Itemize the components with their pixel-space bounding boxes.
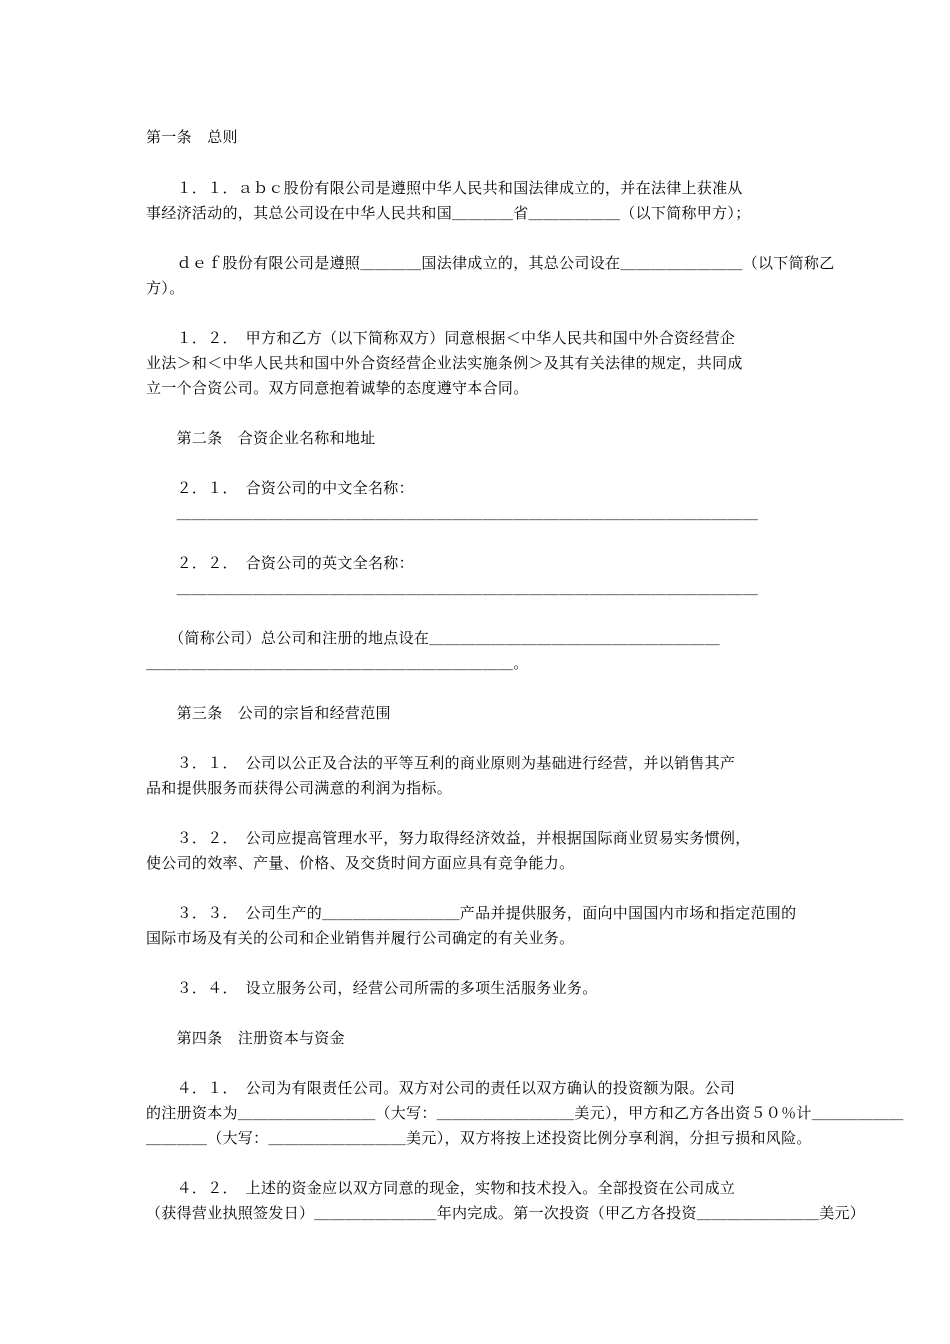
clause-2-2: ２．２． 合资公司的英文全名称： bbox=[146, 554, 414, 572]
clause-4-1-line-3: ＿＿＿＿（大写：＿＿＿＿＿＿＿＿＿美元），双方将按上述投资比例分享利润，分担亏损和风险。 bbox=[146, 1129, 812, 1147]
clause-3-2-line-2: 使公司的效率、产量、价格、及交货时间方面应具有竞争能力。 bbox=[146, 854, 575, 872]
clause-1-2-line-1: １．２． 甲方和乙方（以下简称双方）同意根据＜中华人民共和国中外合资经营企 bbox=[146, 329, 736, 347]
clause-1-2-line-3: 立一个合资公司。双方同意抱着诚挚的态度遵守本合同。 bbox=[146, 379, 529, 397]
clause-3-1-line-2: 品和提供服务而获得公司满意的利润为指标。 bbox=[146, 779, 453, 797]
clause-1-1-line-2: 事经济活动的，其总公司设在中华人民共和国＿＿＿＿省＿＿＿＿＿＿（以下简称甲方）； bbox=[146, 204, 751, 222]
clause-3-1-line-1: ３．１． 公司以公正及合法的平等互利的商业原则为基础进行经营，并以销售其产 bbox=[146, 754, 736, 772]
article-4-heading: 第四条 注册资本与资金 bbox=[146, 1029, 345, 1047]
clause-3-4: ３．４． 设立服务公司，经营公司所需的多项生活服务业务。 bbox=[146, 979, 598, 997]
clause-4-2-line-1: ４．２． 上述的资金应以双方同意的现金，实物和技术投入。全部投资在公司成立 bbox=[146, 1179, 736, 1197]
party-b-line-2: 方）。 bbox=[146, 279, 185, 297]
article-1-heading: 第一条 总则 bbox=[146, 128, 238, 146]
clause-3-3-line-2: 国际市场及有关的公司和企业销售并履行公司确定的有关业务。 bbox=[146, 929, 575, 947]
address-line-1: （简称公司）总公司和注册的地点设在＿＿＿＿＿＿＿＿＿＿＿＿＿＿＿＿＿＿＿ bbox=[146, 629, 720, 647]
chinese-name-blank: ＿＿＿＿＿＿＿＿＿＿＿＿＿＿＿＿＿＿＿＿＿＿＿＿＿＿＿＿＿＿＿＿＿＿＿＿＿＿ bbox=[146, 504, 759, 522]
clause-1-1-line-1: １．１．ａｂｃ股份有限公司是遵照中华人民共和国法律成立的，并在法律上获准从 bbox=[146, 179, 743, 197]
address-line-2: ＿＿＿＿＿＿＿＿＿＿＿＿＿＿＿＿＿＿＿＿＿＿＿＿。 bbox=[146, 654, 529, 672]
article-3-heading: 第三条 公司的宗旨和经营范围 bbox=[146, 704, 391, 722]
clause-4-1-line-1: ４．１． 公司为有限责任公司。双方对公司的责任以双方确认的投资额为限。公司 bbox=[146, 1079, 736, 1097]
party-b-line-1: ｄｅｆ股份有限公司是遵照＿＿＿＿国法律成立的，其总公司设在＿＿＿＿＿＿＿＿（以下简称乙 bbox=[146, 254, 835, 272]
clause-1-2-line-2: 业法＞和＜中华人民共和国中外合资经营企业法实施条例＞及其有关法律的规定，共同成 bbox=[146, 354, 743, 372]
english-name-blank: ＿＿＿＿＿＿＿＿＿＿＿＿＿＿＿＿＿＿＿＿＿＿＿＿＿＿＿＿＿＿＿＿＿＿＿＿＿＿ bbox=[146, 579, 759, 597]
clause-3-2-line-1: ３．２． 公司应提高管理水平，努力取得经济效益，并根据国际商业贸易实务惯例， bbox=[146, 829, 751, 847]
clause-4-2-line-2: （获得营业执照签发日）＿＿＿＿＿＿＿＿年内完成。第一次投资（甲乙方各投资＿＿＿＿＿＿＿＿美元） bbox=[146, 1204, 866, 1222]
article-2-heading: 第二条 合资企业名称和地址 bbox=[146, 429, 376, 447]
clause-3-3-line-1: ３．３． 公司生产的＿＿＿＿＿＿＿＿＿产品并提供服务，面向中国国内市场和指定范围的 bbox=[146, 904, 797, 922]
clause-4-1-line-2: 的注册资本为＿＿＿＿＿＿＿＿＿（大写：＿＿＿＿＿＿＿＿＿美元），甲方和乙方各出资５０％计＿＿＿＿＿＿ bbox=[146, 1104, 904, 1122]
clause-2-1: ２．１． 合资公司的中文全名称： bbox=[146, 479, 414, 497]
